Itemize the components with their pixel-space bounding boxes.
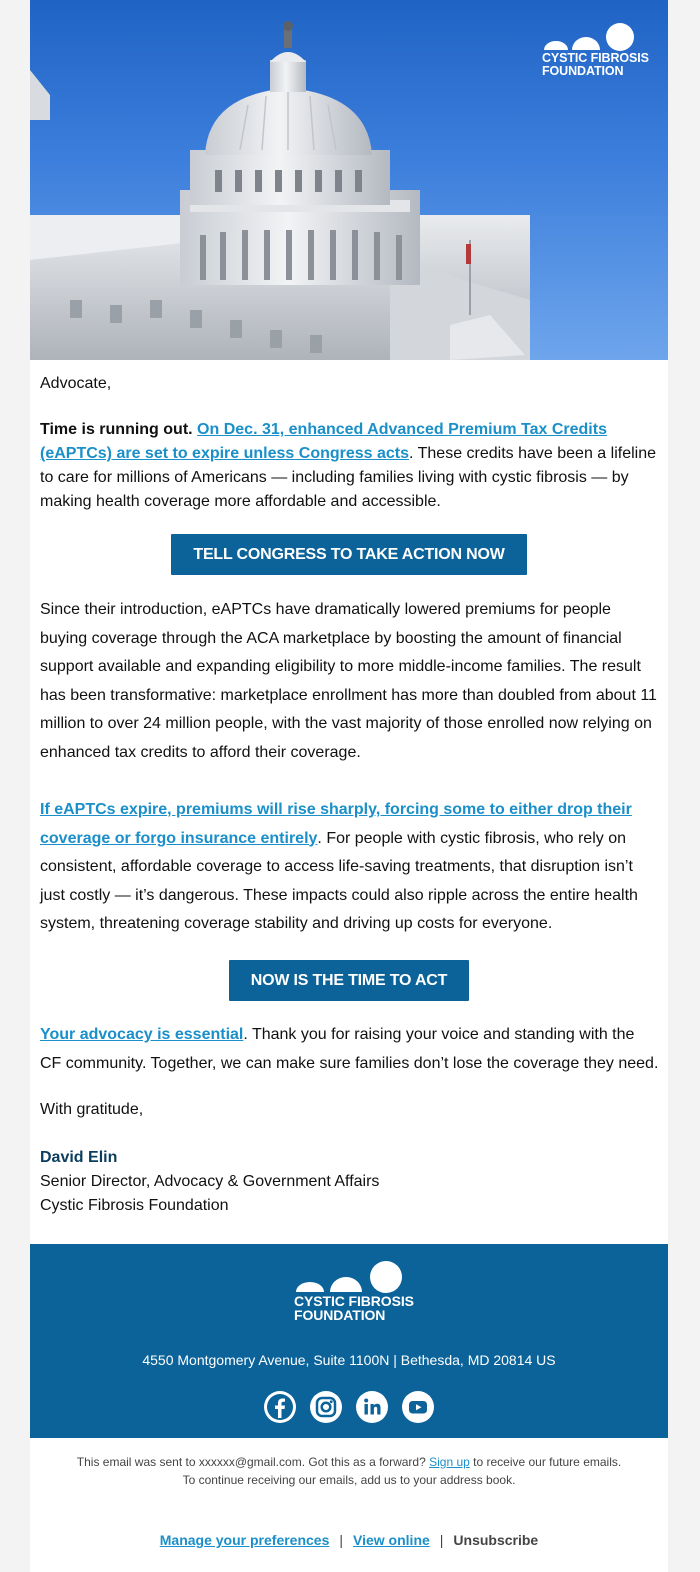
expiry-rest: . For people with cystic fibrosis, who rely on consistent, affordable coverage to access life-saving treatments, that disruption isn’t just costly — it’s dangerous. These impacts could also ripple across the entire health system, threatening coverage stability and driving up costs for everyone. [40, 829, 638, 932]
intro-link[interactable]: On Dec. 31, enhanced Advanced Premium Tax Credits (eAPTCs) are set to expire unless Congress acts [40, 421, 607, 462]
signature-title: Senior Director, Advocacy & Government Affairs [40, 1173, 380, 1190]
greeting: Advocate, [40, 375, 112, 392]
intro-paragraph [40, 418, 660, 514]
footer-logo [294, 1260, 414, 1322]
social-links [30, 1391, 668, 1423]
linkedin-icon[interactable] [356, 1391, 388, 1423]
signature [40, 1146, 660, 1218]
link-separator: | [439, 1532, 444, 1548]
legal-line1 [30, 1453, 668, 1471]
legal-forward-text: . Got this as a forward? [301, 1455, 430, 1469]
tell-congress-button[interactable]: TELL CONGRESS TO TAKE ACTION NOW [171, 534, 527, 575]
advocacy-link[interactable]: Your advocacy is essential [40, 1026, 244, 1043]
footer-links [30, 1532, 668, 1548]
paragraph-eaptc-history: Since their introduction, eAPTCs have dramatically lowered premiums for people buying coverage through the ACA marketplace by boosting the amount of financial support available and expanding eligibility to more middle-income families. The result has been transformative: marketplace enrollment has more than doubled from about 11 million to over 24 million people, with the vast majority of those enrolled now relying on enhanced tax credits to afford their coverage. [40, 601, 657, 761]
hero-logo [542, 22, 649, 78]
recipient-email: xxxxxx@gmail.com [198, 1455, 302, 1469]
signup-link[interactable]: Sign up [429, 1455, 470, 1469]
intro-lead: Time is running out. [40, 421, 193, 438]
footer-logo-text-line1: CYSTIC FIBROSIS [294, 1293, 414, 1309]
unsubscribe-link[interactable]: Unsubscribe [453, 1532, 539, 1548]
manage-preferences-link[interactable]: Manage your preferences [159, 1532, 330, 1548]
legal-notice [30, 1453, 668, 1489]
footer [30, 1244, 668, 1438]
legal-signup-suffix: to receive our future emails. [469, 1455, 622, 1469]
link-separator: | [339, 1532, 344, 1548]
intro-rest: . These credits have been a lifeline to care for millions of Americans — including families living with cystic fibrosis — by making health coverage more affordable and accessible. [40, 445, 656, 510]
logo-text-line2: FOUNDATION [542, 64, 624, 78]
facebook-icon[interactable] [264, 1391, 296, 1423]
paragraph-advocacy [40, 1021, 660, 1078]
email-container [30, 0, 668, 1572]
footer-logo-mark-icon [294, 1260, 404, 1294]
footer-logo-text-line2: FOUNDATION [294, 1307, 386, 1323]
time-to-act-button[interactable]: NOW IS THE TIME TO ACT [229, 960, 469, 1001]
instagram-icon[interactable] [310, 1391, 342, 1423]
signature-org: Cystic Fibrosis Foundation [40, 1197, 229, 1214]
signature-name: David Elin [40, 1149, 118, 1166]
footer-address: 4550 Montgomery Avenue, Suite 1100N | Bethesda, MD 20814 US [142, 1352, 556, 1368]
closing: With gratitude, [40, 1101, 144, 1118]
logo-text-line1: CYSTIC FIBROSIS [542, 51, 649, 65]
legal-line2: To continue receiving our emails, add us to your address book. [182, 1473, 516, 1487]
hero-capitol-image [30, 0, 668, 360]
advocacy-rest: . Thank you for raising your voice and standing with the CF community. Together, we can make sure families don’t lose the coverage they need. [40, 1026, 659, 1072]
legal-prefix: This email was sent to [76, 1455, 199, 1469]
youtube-icon[interactable] [402, 1391, 434, 1423]
expiry-link[interactable]: If eAPTCs expire, premiums will rise sharply, forcing some to either drop their coverage or forgo insurance entirely [40, 801, 632, 847]
view-online-link[interactable]: View online [353, 1532, 430, 1548]
paragraph-expiry-impact [40, 796, 660, 939]
logo-mark-icon [542, 22, 638, 52]
